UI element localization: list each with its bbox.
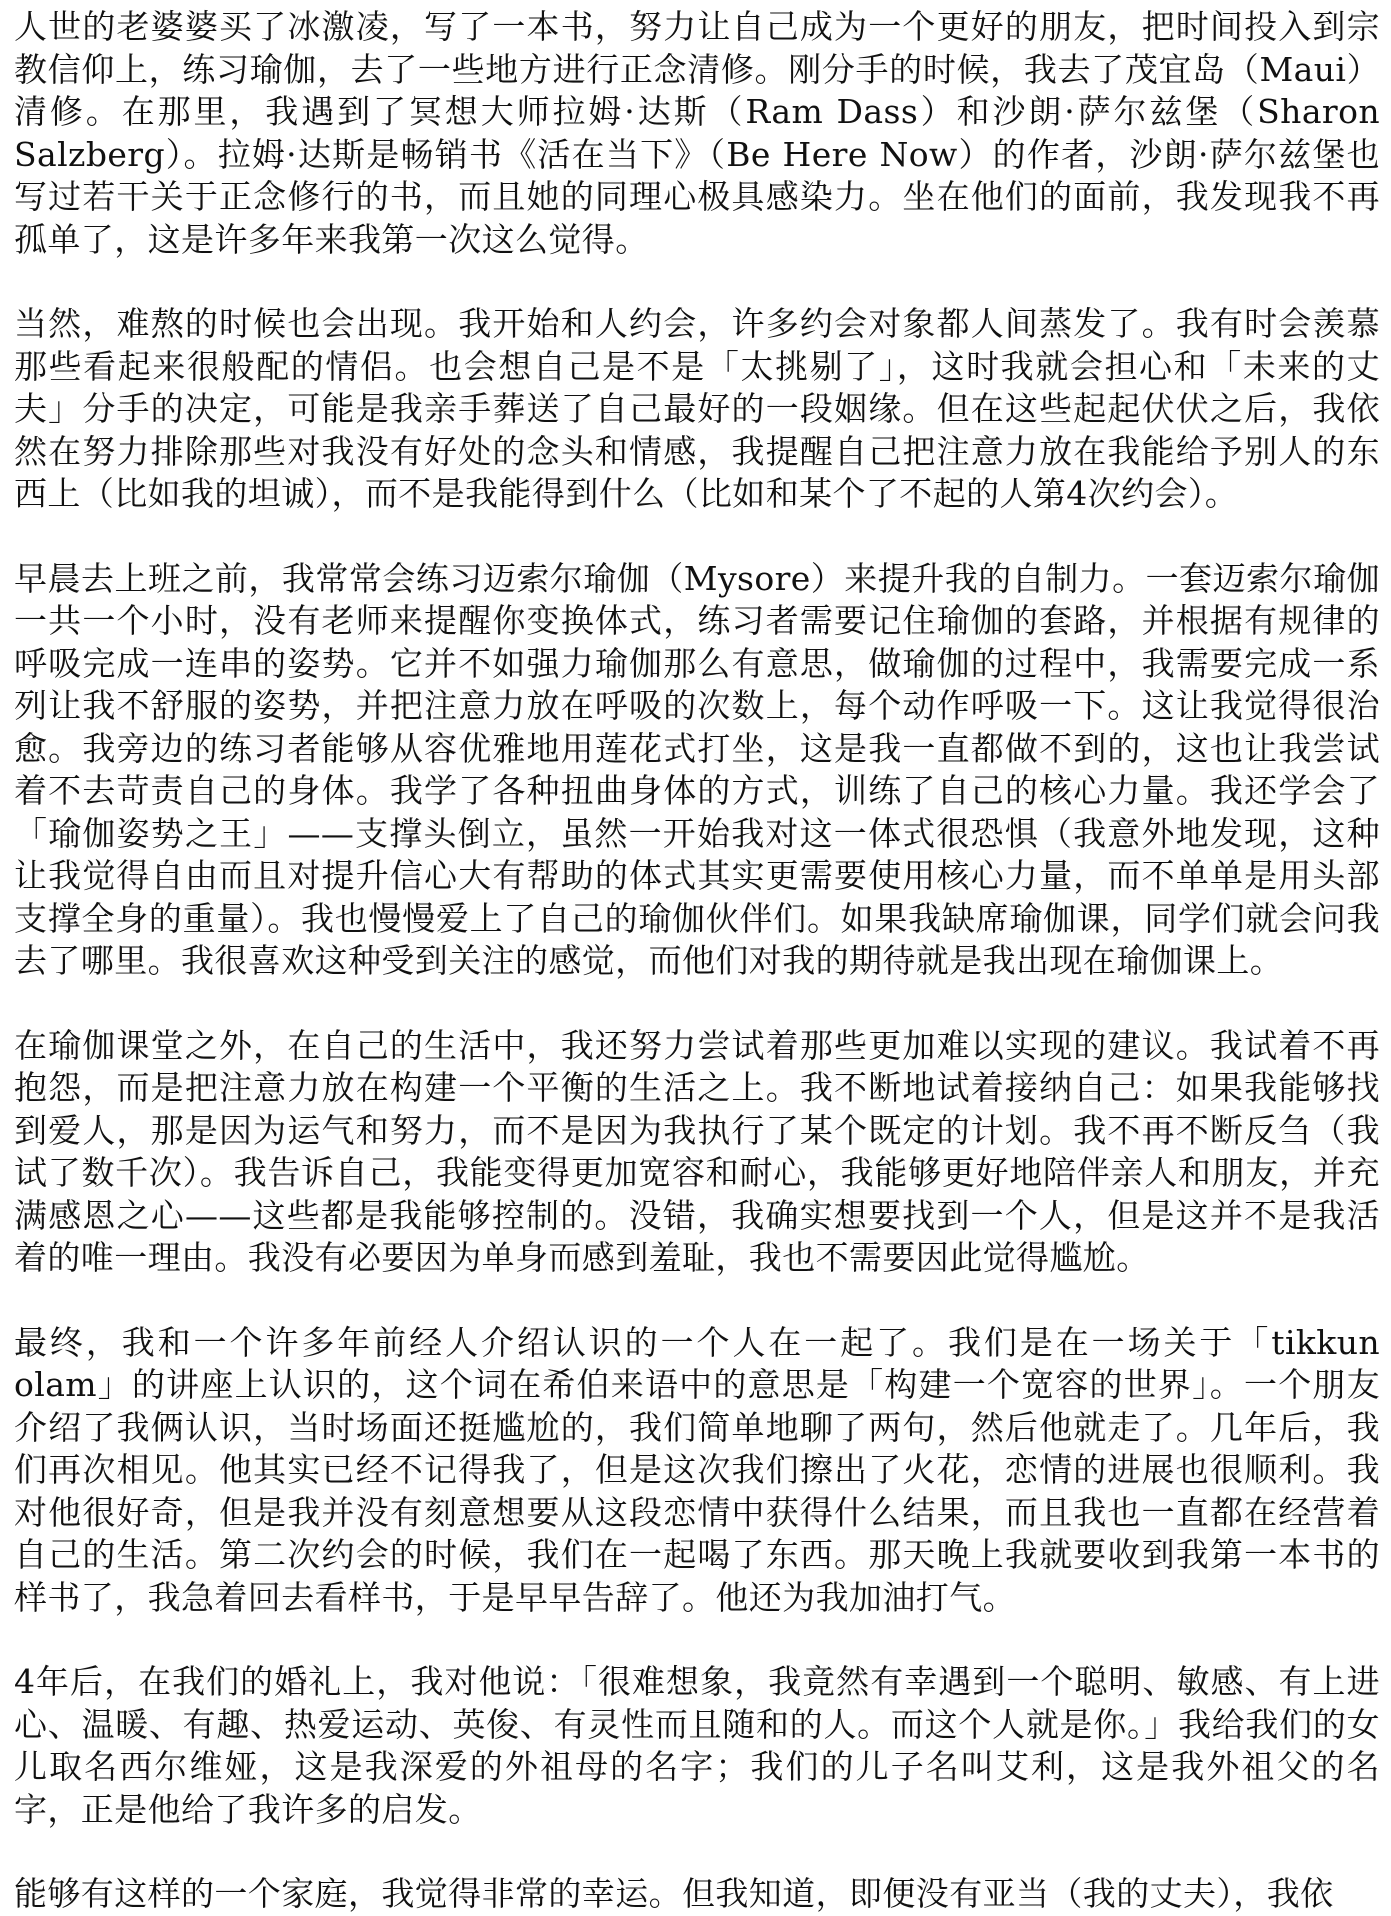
paragraph-6: 4年后，在我们的婚礼上，我对他说：「很难想象，我竟然有幸遇到一个聪明、敏感、有上进心、温暖、有趣、热爱运动、英俊、有灵性而且随和的人。而这个人就是你。」我给我们的女儿取名西尔维娅，这是我深爱的外祖母的名字；我们的儿子名叫艾利，这是我外祖父的名字，正是他给了我许多的启发。 — [14, 1662, 1380, 1829]
paragraph-2: 当然，难熬的时候也会出现。我开始和人约会，许多约会对象都人间蒸发了。我有时会羡慕那些看起来很般配的情侣。也会想自己是不是「太挑剔了」，这时我就会担心和「未来的丈夫」分手的决定，可能是我亲手葬送了自己最好的一段姻缘。但在这些起起伏伏之后，我依然在努力排除那些对我没有好处的念头和情感，我提醒自己把注意力放在我能给予别人的东西上（比如我的坦诚），而不是我能得到什么（比如和某个了不起的人第4次约会）。 — [14, 304, 1380, 513]
document-page — [14, 6, 1380, 1916]
paragraph-5: 最终，我和一个许多年前经人介绍认识的一个人在一起了。我们是在一场关于「tikkun olam」的讲座上认识的，这个词在希伯来语中的意思是「构建一个宽容的世界」。一个朋友介绍了我俩认识，当时场面还挺尴尬的，我们简单地聊了两句，然后他就走了。几年后，我们再次相见。他其实已经不记得我了，但是这次我们擦出了火花，恋情的进展也很顺利。我对他很好奇，但是我并没有刻意想要从这段恋情中获得什么结果，而且我也一直都在经营着自己的生活。第二次约会的时候，我们在一起喝了东西。那天晚上我就要收到我第一本书的样书了，我急着回去看样书，于是早早告辞了。他还为我加油打气。 — [14, 1322, 1380, 1617]
paragraph-7: 能够有这样的一个家庭，我觉得非常的幸运。但我知道，即便没有亚当（我的丈夫），我依 — [14, 1874, 1334, 1913]
paragraph-4: 在瑜伽课堂之外，在自己的生活中，我还努力尝试着那些更加难以实现的建议。我试着不再抱怨，而是把注意力放在构建一个平衡的生活之上。我不断地试着接纳自己：如果我能够找到爱人，那是因为运气和努力，而不是因为我执行了某个既定的计划。我不再不断反刍（我试了数千次）。我告诉自己，我能变得更加宽容和耐心，我能够更好地陪伴亲人和朋友，并充满感恩之心——这些都是我能够控制的。没错，我确实想要找到一个人，但是这并不是我活着的唯一理由。我没有必要因为单身而感到羞耻，我也不需要因此觉得尴尬。 — [14, 1025, 1380, 1277]
paragraph-3: 早晨去上班之前，我常常会练习迈索尔瑜伽（Mysore）来提升我的自制力。一套迈索尔瑜伽一共一个小时，没有老师来提醒你变换体式，练习者需要记住瑜伽的套路，并根据有规律的呼吸完成一连串的姿势。它并不如强力瑜伽那么有意思，做瑜伽的过程中，我需要完成一系列让我不舒服的姿势，并把注意力放在呼吸的次数上，每个动作呼吸一下。这让我觉得很治愈。我旁边的练习者能够从容优雅地用莲花式打坐，这是我一直都做不到的，这也让我尝试着不去苛责自己的身体。我学了各种扭曲身体的方式，训练了自己的核心力量。我还学会了「瑜伽姿势之王」——支撑头倒立，虽然一开始我对这一体式很恐惧（我意外地发现，这种让我觉得自由而且对提升信心大有帮助的体式其实更需要使用核心力量，而不单单是用头部支撑全身的重量）。我也慢慢爱上了自己的瑜伽伙伴们。如果我缺席瑜伽课，同学们就会问我去了哪里。我很喜欢这种受到关注的感觉，而他们对我的期待就是我出现在瑜伽课上。 — [14, 558, 1380, 980]
paragraph-1: 人世的老婆婆买了冰激凌，写了一本书，努力让自己成为一个更好的朋友，把时间投入到宗教信仰上，练习瑜伽，去了一些地方进行正念清修。刚分手的时候，我去了茂宜岛（Maui）清修。在那里，我遇到了冥想大师拉姆·达斯（Ram Dass）和沙朗·萨尔兹堡（Sharon Salzberg）。拉姆·达斯是畅销书《活在当下》（Be Here Now）的作者，沙朗·萨尔兹堡也写过若干关于正念修行的书，而且她的同理心极具感染力。坐在他们的面前，我发现我不再孤单了，这是许多年来我第一次这么觉得。 — [14, 7, 1380, 259]
